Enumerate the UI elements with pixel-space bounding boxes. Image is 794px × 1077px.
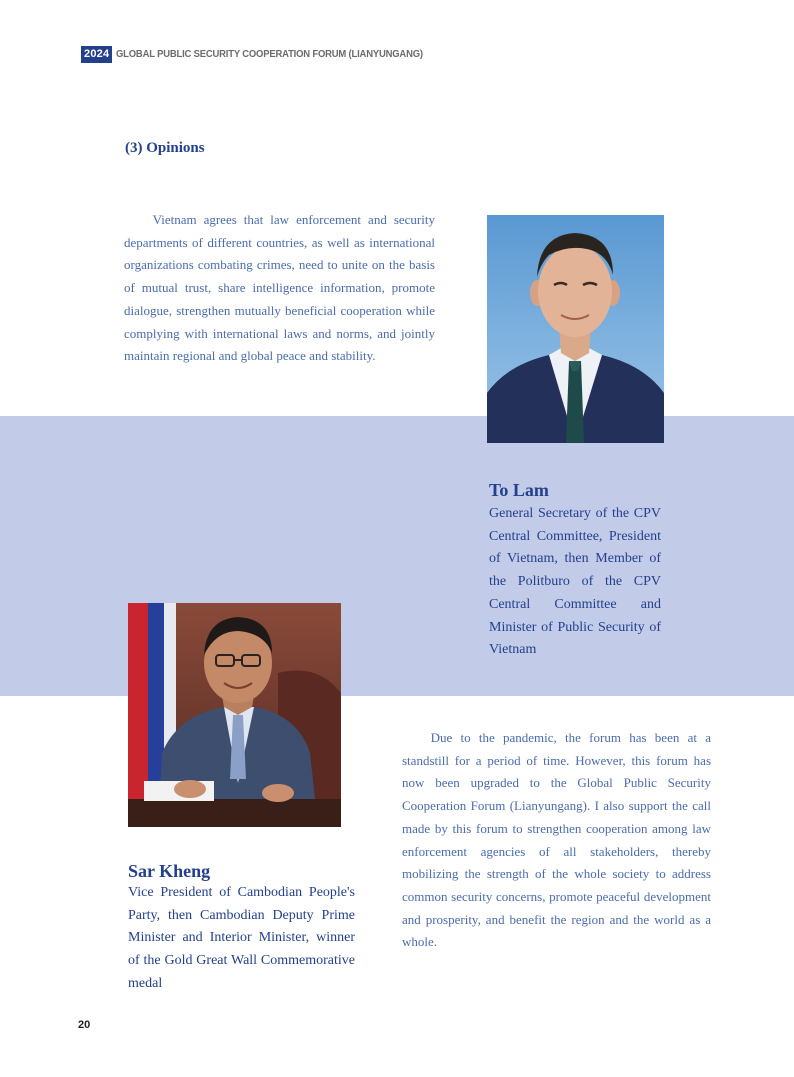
speaker-name-to-lam: To Lam (489, 480, 549, 500)
year-badge: 2024 (81, 46, 112, 63)
opinion-to-lam: Vietnam agrees that law enforcement and security departments of different countries, as well as international organizations combating crimes, need to unite on the basis of mutual trust, share intelligence information, promote dialogue, strengthen mutually beneficial cooperation while complying with international laws and norms, and jointly maintain regional and global peace and stability. (124, 212, 435, 364)
forum-title: GLOBAL PUBLIC SECURITY COOPERATION FORUM (LIANYUNGANG) (116, 48, 424, 60)
page-header (81, 45, 457, 63)
page-number: 20 (78, 1019, 91, 1031)
speaker-title-sar-kheng: Vice President of Cambodian People's Party, then Cambodian Deputy Prime Minister and Interior Minister, winner of the Gold Great Wall Commemorative medal (128, 885, 355, 991)
background-band (0, 416, 794, 696)
speaker-title-to-lam: General Secretary of the CPV Central Committee, President of Vietnam, then Member of the Politburo of the CPV Central Committee and Minister of Public Security of Vietnam (489, 506, 661, 658)
section-title: (3) Opinions (125, 140, 205, 156)
opinion-sar-kheng: Due to the pandemic, the forum has been at a standstill for a period of time. However, this forum has now been upgraded to the Global Public Security Cooperation Forum (Lianyungang). I also support the call made by this forum to strengthen cooperation among law enforcement agencies of all stakeholders, thereby mobilizing the strength of the whole society to address common security concerns, promote peaceful development and prosperity, and benefit the region and the world as a whole. (402, 730, 711, 950)
speaker-name-sar-kheng: Sar Kheng (128, 861, 211, 881)
portrait-to-lam (487, 215, 664, 443)
portrait-sar-kheng (128, 603, 341, 827)
